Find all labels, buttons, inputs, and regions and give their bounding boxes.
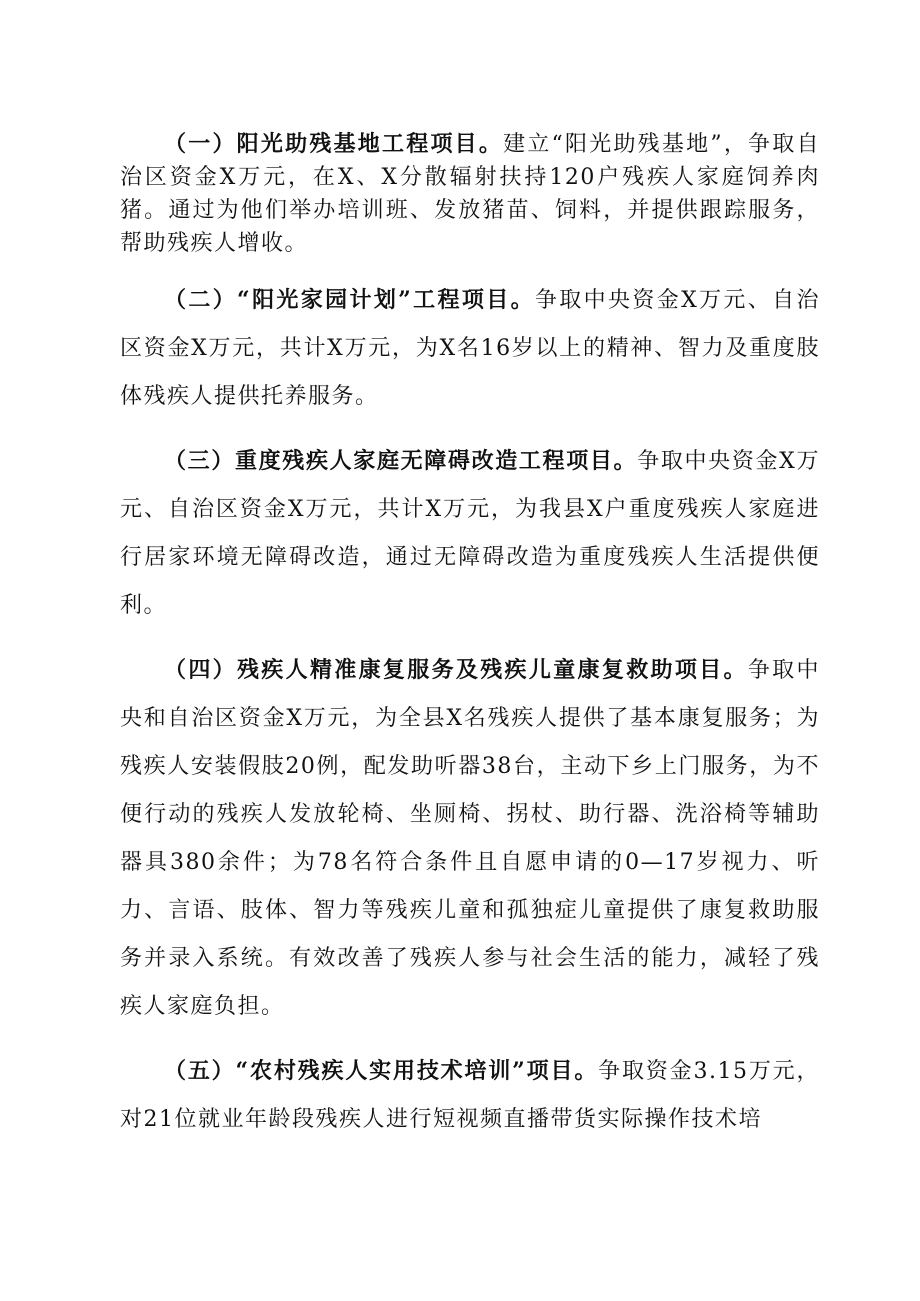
paragraph-5: [120, 1047, 820, 1144]
paragraph-1-heading: （一）阳光助残基地工程项目。: [164, 131, 504, 157]
paragraph-3-body: 争取中央资金X万元、自治区资金X万元，共计X万元，为我县X户重度残疾人家庭进行居家环境无障碍改造，通过无障碍改造为重度残疾人生活提供便利。: [120, 449, 820, 618]
paragraph-2: [120, 276, 820, 421]
paragraph-4-heading: （四）残疾人精准康复服务及残疾儿童康复救助项目。: [164, 657, 748, 683]
paragraph-3-heading: （三）重度残疾人家庭无障碍改造工程项目。: [164, 448, 638, 474]
paragraph-2-heading: （二）“阳光家园计划”工程项目。: [164, 287, 535, 313]
paragraph-4: [120, 646, 820, 1031]
paragraph-1-body: 建立“阳光助残基地”，争取自治区资金X万元，在X、X分散辐射扶持120户残疾人家庭饲养肉猪。通过为他们举办培训班、发放猪苗、饲料，并提供跟踪服务，帮助残疾人增收。: [120, 132, 820, 256]
paragraph-5-body: 争取资金3.15万元，对21位就业年龄段残疾人进行短视频直播带货实际操作技术培: [120, 1059, 820, 1132]
paragraph-3: [120, 437, 820, 630]
document-page: [120, 128, 820, 1144]
paragraph-4-body: 争取中央和自治区资金X万元，为全县X名残疾人提供了基本康复服务；为残疾人安装假肢20例，配发助听器38台，主动下乡上门服务，为不便行动的残疾人发放轮椅、坐厕椅、拐杖、助行器、洗浴椅等辅助器具380余件；为78名符合条件且自愿申请的0—17岁视力、听力、言语、肢体、智力等残疾儿童和孤独症儿童提供了康复救助服务并录入系统。有效改善了残疾人参与社会生活的能力，减轻了残疾人家庭负担。: [120, 658, 820, 1019]
paragraph-2-body: 争取中央资金X万元、自治区资金X万元，共计X万元，为X名16岁以上的精神、智力及重度肢体残疾人提供托养服务。: [120, 288, 820, 409]
paragraph-5-heading: （五）“农村残疾人实用技术培训”项目。: [164, 1058, 599, 1084]
paragraph-1: [120, 128, 820, 260]
